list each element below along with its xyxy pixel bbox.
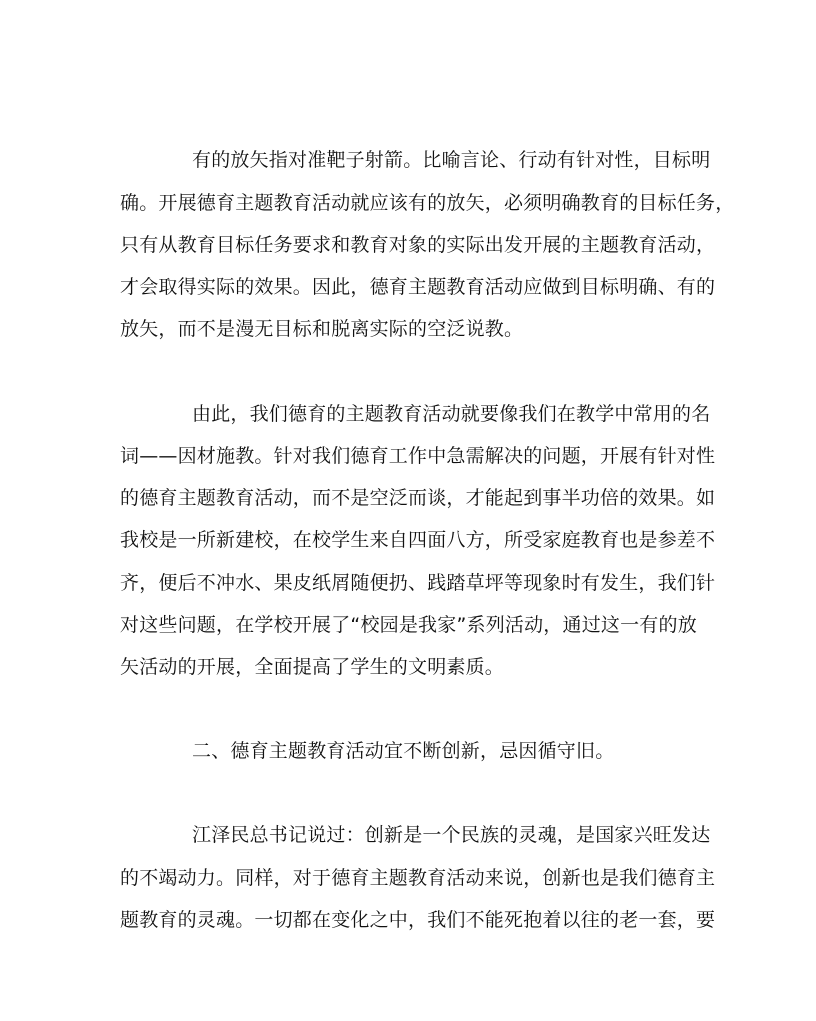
paragraph-3-line-2: 的不竭动力。同样，对于德育主题教育活动来说，创新也是我们德育主 (120, 867, 716, 889)
paragraph-1-line-4: 才会取得实际的效果。因此，德育主题教育活动应做到目标明确、有的 (120, 276, 716, 298)
paragraph-2-line-3: 的德育主题教育活动，而不是空泛而谈，才能起到事半功倍的效果。如 (120, 487, 716, 509)
paragraph-1-line-2: 确。开展德育主题教育活动就应该有的放矢，必须明确教育的目标任务， (120, 192, 735, 214)
paragraph-3-line-3: 题教育的灵魂。一切都在变化之中，我们不能死抱着以往的老一套，要 (120, 909, 716, 931)
paragraph-2-line-1: 由此，我们德育的主题教育活动就要像我们在教学中常用的名 (192, 403, 711, 425)
section-heading-2: 二、德育主题教育活动宜不断创新，忌因循守旧。 (192, 740, 615, 762)
paragraph-3-line-1: 江泽民总书记说过：创新是一个民族的灵魂，是国家兴旺发达 (192, 824, 711, 846)
paragraph-1-line-3: 只有从教育目标任务要求和教育对象的实际出发开展的主题教育活动， (120, 234, 716, 256)
paragraph-1-line-1: 有的放矢指对准靶子射箭。比喻言论、行动有针对性，目标明 (192, 149, 711, 171)
paragraph-2-line-2: 词——因材施教。针对我们德育工作中急需解决的问题，开展有针对性 (120, 445, 716, 467)
paragraph-1-line-5: 放矢，而不是漫无目标和脱离实际的空泛说教。 (120, 318, 524, 340)
paragraph-2-line-5: 齐，便后不冲水、果皮纸屑随便扔、践踏草坪等现象时有发生，我们针 (120, 572, 716, 594)
paragraph-2-line-4: 我校是一所新建校，在校学生来自四面八方，所受家庭教育也是参差不 (120, 529, 716, 551)
paragraph-2-line-7: 矢活动的开展，全面提高了学生的文明素质。 (120, 656, 505, 678)
paragraph-2-line-6: 对这些问题，在学校开展了“校园是我家”系列活动，通过这一有的放 (120, 614, 697, 636)
